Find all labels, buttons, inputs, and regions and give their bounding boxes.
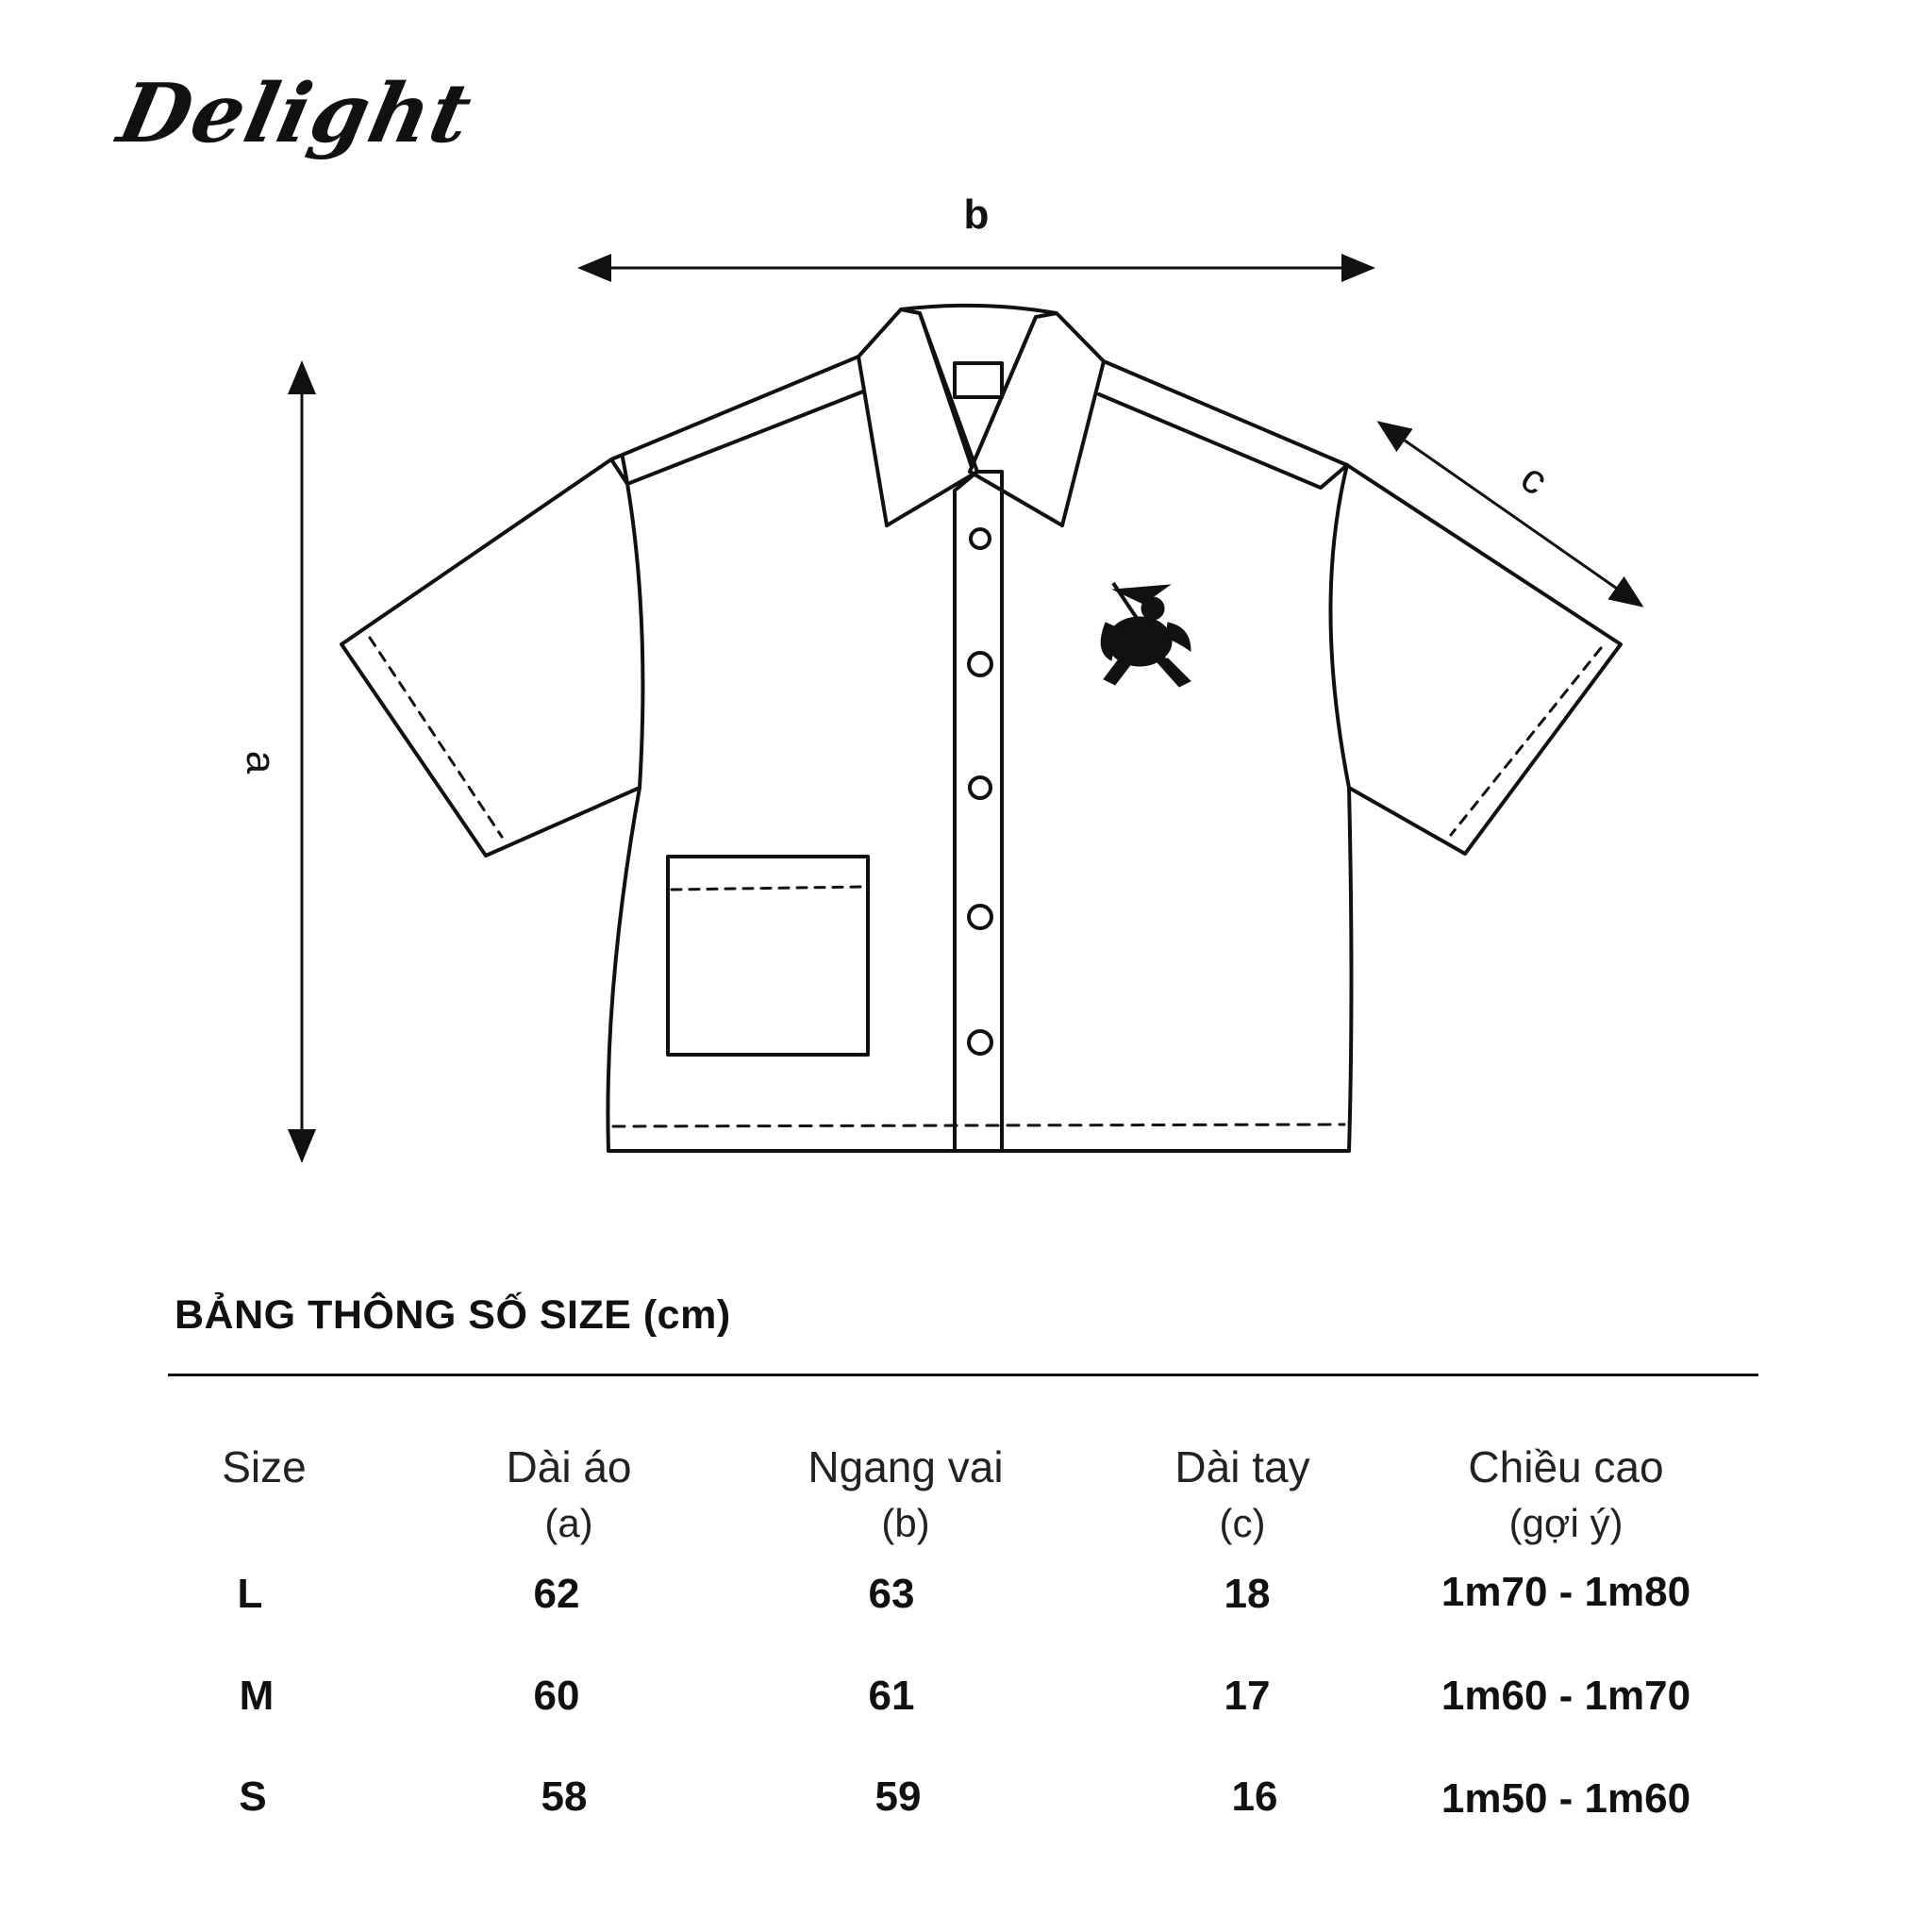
neck-opening bbox=[920, 313, 1036, 467]
row-s-height: 1m50 - 1m60 bbox=[1441, 1775, 1691, 1822]
header-shoulder-sub: (b) bbox=[881, 1501, 930, 1545]
header-length bbox=[399, 1439, 739, 1552]
header-height bbox=[1396, 1439, 1736, 1552]
size-table-title: BẢNG THÔNG SỐ SIZE (cm) bbox=[175, 1292, 731, 1338]
header-size bbox=[94, 1439, 434, 1495]
collar-left bbox=[858, 309, 977, 525]
row-s-size: S bbox=[239, 1774, 267, 1820]
row-m-height: 1m60 - 1m70 bbox=[1441, 1673, 1691, 1719]
row-s-shoulder: 59 bbox=[874, 1774, 922, 1820]
row-l-shoulder: 63 bbox=[868, 1571, 915, 1617]
label-a: a bbox=[238, 750, 284, 774]
row-m-sleeve: 17 bbox=[1224, 1673, 1271, 1719]
button-1 bbox=[971, 529, 990, 548]
pocket-stitch bbox=[672, 887, 864, 890]
header-size-label: Size bbox=[222, 1442, 307, 1491]
header-shoulder-label: Ngang vai bbox=[808, 1442, 1004, 1491]
header-length-label: Dài áo bbox=[506, 1442, 632, 1491]
header-height-label: Chiều cao bbox=[1468, 1442, 1664, 1491]
shirt-body bbox=[608, 458, 1351, 1151]
right-sleeve-stitch bbox=[1451, 648, 1601, 835]
header-sleeve-label: Dài tay bbox=[1174, 1442, 1310, 1491]
row-l-length: 62 bbox=[533, 1571, 580, 1617]
header-sleeve bbox=[1073, 1439, 1412, 1552]
brand-logo: Delight bbox=[110, 66, 481, 161]
arrow-c bbox=[1379, 423, 1641, 606]
left-sleeve bbox=[341, 459, 640, 856]
row-l-size: L bbox=[237, 1571, 263, 1617]
row-m-shoulder: 61 bbox=[868, 1673, 915, 1719]
button-3 bbox=[970, 777, 991, 798]
row-l-sleeve: 18 bbox=[1224, 1571, 1271, 1617]
row-s-sleeve: 16 bbox=[1231, 1774, 1278, 1820]
header-length-sub: (a) bbox=[544, 1501, 593, 1545]
placket bbox=[955, 472, 1002, 1151]
label-b: b bbox=[963, 192, 990, 238]
hem-stitch bbox=[613, 1124, 1344, 1126]
header-shoulder bbox=[736, 1439, 1075, 1552]
knight-emblem-icon bbox=[1101, 583, 1191, 687]
row-m-size: M bbox=[239, 1673, 275, 1719]
header-height-sub: (gợi ý) bbox=[1508, 1501, 1624, 1545]
left-yoke bbox=[611, 357, 863, 484]
neck-label bbox=[955, 363, 1002, 397]
table-divider bbox=[168, 1374, 1758, 1376]
button-2 bbox=[969, 653, 991, 675]
right-yoke bbox=[1099, 361, 1347, 488]
collar-back bbox=[901, 306, 1057, 313]
row-l-height: 1m70 - 1m80 bbox=[1441, 1569, 1691, 1615]
collar-right bbox=[970, 313, 1104, 525]
left-sleeve-stitch bbox=[370, 638, 502, 837]
header-sleeve-sub: (c) bbox=[1219, 1501, 1266, 1545]
button-4 bbox=[969, 906, 991, 928]
button-5 bbox=[969, 1031, 991, 1054]
row-m-length: 60 bbox=[533, 1673, 580, 1719]
row-s-length: 58 bbox=[541, 1774, 588, 1820]
label-c: c bbox=[1512, 454, 1557, 505]
